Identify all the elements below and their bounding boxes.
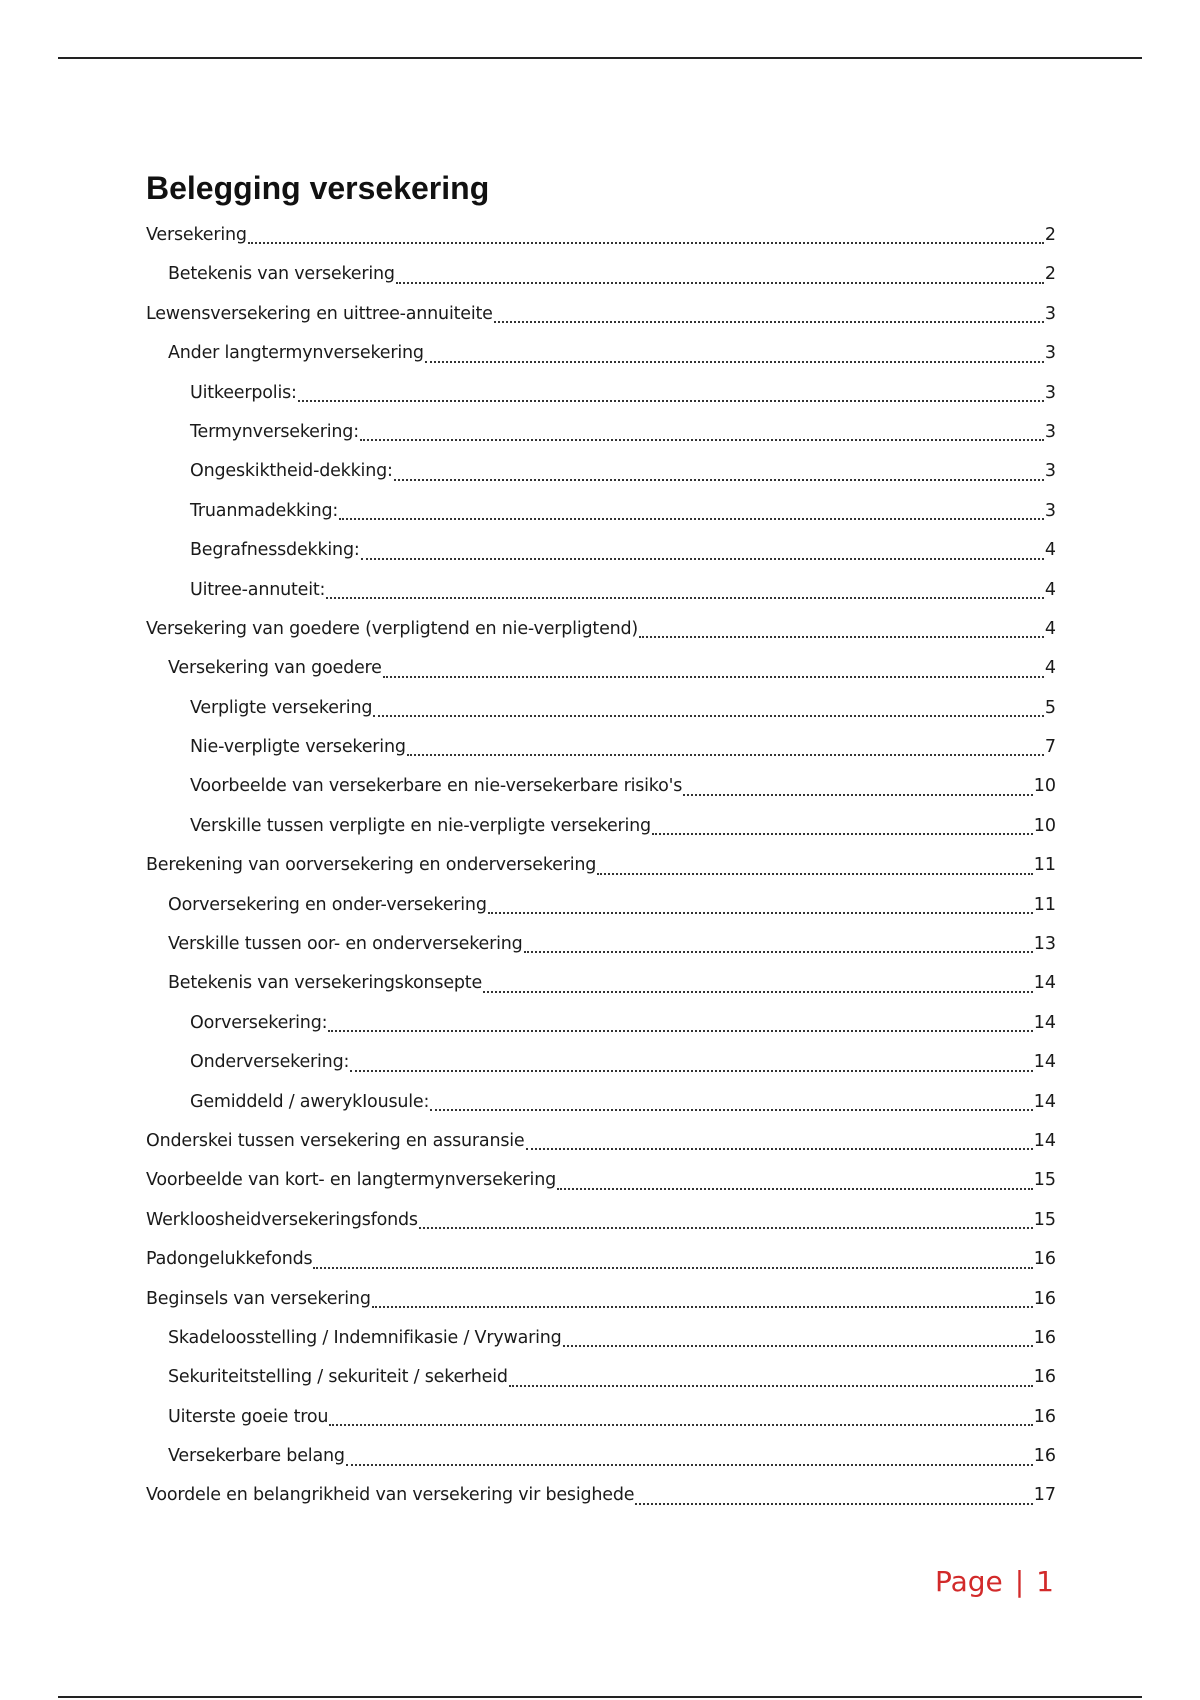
toc-entry-page-number: 11 (1033, 855, 1056, 876)
toc-dot-leader (372, 1306, 1033, 1308)
toc-entry[interactable] (146, 846, 1056, 885)
toc-entry-label: Sekuriteitstelling / sekuriteit / sekerheid (168, 1367, 508, 1388)
toc-entry[interactable] (146, 1398, 1056, 1437)
toc-dot-leader (509, 1385, 1033, 1387)
toc-dot-leader (383, 676, 1044, 678)
toc-entry-label: Gemiddeld / awerykIousule: (190, 1091, 430, 1112)
toc-entry[interactable] (146, 492, 1056, 531)
toc-entry[interactable] (146, 216, 1056, 255)
toc-entry[interactable] (146, 1122, 1056, 1161)
toc-entry-page-number: 4 (1044, 658, 1056, 679)
toc-dot-leader (639, 636, 1044, 638)
toc-entry[interactable] (146, 1319, 1056, 1358)
toc-entry-label: Voorbeelde van versekerbare en nie-versekerbare risiko's (190, 776, 683, 797)
toc-dot-leader (346, 1464, 1033, 1466)
toc-entry-page-number: 15 (1033, 1209, 1056, 1230)
toc-entry-label: Betekenis van versekering (168, 264, 395, 285)
toc-entry[interactable] (146, 1437, 1056, 1476)
toc-entry-label: Versekering van goedere (verpligtend en nie-verpligtend) (146, 618, 639, 639)
toc-entry[interactable] (146, 1280, 1056, 1319)
toc-entry[interactable] (146, 649, 1056, 688)
toc-dot-leader (430, 1109, 1033, 1111)
toc-dot-leader (248, 242, 1044, 244)
toc-entry[interactable] (146, 1201, 1056, 1240)
toc-dot-leader (328, 1030, 1032, 1032)
toc-entry-label: Truanmadekking: (190, 500, 339, 521)
toc-dot-leader (394, 479, 1044, 481)
toc-entry-label: Skadeloosstelling / Indemnifikasie / Vrywaring (168, 1327, 562, 1348)
toc-entry-page-number: 14 (1033, 973, 1056, 994)
toc-entry-label: Werkloosheidversekeringsfonds (146, 1209, 418, 1230)
toc-entry[interactable] (146, 413, 1056, 452)
toc-entry-page-number: 3 (1044, 421, 1056, 442)
toc-entry-page-number: 5 (1044, 697, 1056, 718)
toc-entry-label: Versekering van goedere (168, 658, 382, 679)
toc-entry-page-number: 16 (1033, 1406, 1056, 1427)
toc-dot-leader (597, 873, 1033, 875)
toc-entry-label: Verskille tussen oor- en onderversekering (168, 934, 523, 955)
toc-entry[interactable] (146, 255, 1056, 294)
toc-entry-label: Versekerbare belang (168, 1446, 345, 1467)
toc-entry[interactable] (146, 728, 1056, 767)
toc-entry-page-number: 7 (1044, 737, 1056, 758)
toc-entry-page-number: 2 (1044, 264, 1056, 285)
toc-entry-page-number: 13 (1033, 934, 1056, 955)
toc-entry-page-number: 3 (1044, 461, 1056, 482)
toc-entry-page-number: 10 (1033, 815, 1056, 836)
toc-dot-leader (298, 400, 1044, 402)
toc-entry[interactable] (146, 925, 1056, 964)
toc-entry-label: Ongeskiktheid-dekking: (190, 461, 393, 482)
table-of-contents (146, 216, 1056, 1516)
toc-entry-page-number: 3 (1044, 303, 1056, 324)
toc-dot-leader (360, 439, 1044, 441)
page-footer (935, 1562, 1054, 1602)
toc-entry-label: Verpligte versekering (190, 697, 373, 718)
toc-entry-label: Uitkeerpolis: (190, 382, 297, 403)
toc-entry-label: Voorbeelde van kort- en langtermynversekering (146, 1170, 557, 1191)
toc-entry[interactable] (146, 964, 1056, 1003)
toc-entry-label: Ander langtermynversekering (168, 343, 424, 364)
toc-entry[interactable] (146, 610, 1056, 649)
toc-entry-page-number: 4 (1044, 618, 1056, 639)
toc-dot-leader (652, 833, 1033, 835)
toc-entry[interactable] (146, 1240, 1056, 1279)
toc-dot-leader (350, 1070, 1033, 1072)
toc-entry[interactable] (146, 1083, 1056, 1122)
toc-dot-leader (683, 794, 1033, 796)
footer-rule (58, 1696, 1142, 1698)
toc-entry-page-number: 10 (1033, 776, 1056, 797)
toc-entry-label: Padongelukkefonds (146, 1249, 313, 1270)
toc-entry[interactable] (146, 295, 1056, 334)
toc-entry-label: Versekering (146, 224, 247, 245)
toc-entry-page-number: 14 (1033, 1130, 1056, 1151)
toc-entry-label: Verskille tussen verpligte en nie-verpligte versekering (190, 815, 651, 836)
header-rule (58, 57, 1142, 59)
toc-entry-page-number: 16 (1033, 1367, 1056, 1388)
toc-dot-leader (361, 558, 1044, 560)
toc-entry-page-number: 16 (1033, 1288, 1056, 1309)
toc-dot-leader (483, 991, 1033, 993)
toc-entry-label: Voordele en belangrikheid van versekering vir besighede (146, 1485, 635, 1506)
toc-entry-page-number: 16 (1033, 1327, 1056, 1348)
toc-entry[interactable] (146, 1043, 1056, 1082)
toc-entry[interactable] (146, 571, 1056, 610)
toc-entry-page-number: 3 (1044, 500, 1056, 521)
toc-dot-leader (326, 597, 1044, 599)
toc-dot-leader (488, 912, 1033, 914)
toc-entry-label: Betekenis van versekeringskonsepte (168, 973, 483, 994)
toc-entry-page-number: 4 (1044, 540, 1056, 561)
toc-entry-page-number: 15 (1033, 1170, 1056, 1191)
toc-entry[interactable] (146, 334, 1056, 373)
toc-entry-page-number: 2 (1044, 224, 1056, 245)
toc-dot-leader (373, 715, 1044, 717)
toc-entry-label: Oorversekering: (190, 1012, 328, 1033)
toc-entry[interactable] (146, 767, 1056, 806)
toc-dot-leader (396, 282, 1044, 284)
toc-entry[interactable] (146, 531, 1056, 570)
document-title: Belegging versekering (146, 170, 490, 206)
toc-entry-label: Lewensversekering en uittree-annuiteite (146, 303, 493, 324)
toc-entry-page-number: 16 (1033, 1249, 1056, 1270)
toc-dot-leader (526, 1148, 1033, 1150)
toc-entry[interactable] (146, 452, 1056, 491)
toc-entry-label: Termynversekering: (190, 421, 359, 442)
toc-entry-page-number: 14 (1033, 1091, 1056, 1112)
toc-entry-label: Uiterste goeie trou (168, 1406, 329, 1427)
toc-entry-label: Uitree-annuteit: (190, 579, 326, 600)
toc-entry-label: Onderskei tussen versekering en assuransie (146, 1130, 525, 1151)
toc-entry-page-number: 16 (1033, 1446, 1056, 1467)
toc-entry-page-number: 17 (1033, 1485, 1056, 1506)
toc-entry-page-number: 3 (1044, 343, 1056, 364)
toc-dot-leader (557, 1188, 1033, 1190)
toc-entry-page-number: 4 (1044, 579, 1056, 600)
toc-entry-page-number: 11 (1033, 894, 1056, 915)
page-separator: | (1014, 1565, 1025, 1598)
toc-entry[interactable] (146, 1358, 1056, 1397)
toc-entry[interactable] (146, 374, 1056, 413)
toc-dot-leader (313, 1267, 1032, 1269)
page-number: 1 (1036, 1565, 1054, 1598)
toc-dot-leader (563, 1345, 1033, 1347)
toc-dot-leader (425, 361, 1044, 363)
toc-entry[interactable] (146, 807, 1056, 846)
toc-entry[interactable] (146, 689, 1056, 728)
toc-entry[interactable] (146, 1477, 1056, 1516)
toc-dot-leader (635, 1503, 1032, 1505)
toc-entry-label: Oorversekering en onder-versekering (168, 894, 487, 915)
toc-entry-label: Onderversekering: (190, 1052, 350, 1073)
toc-entry-page-number: 3 (1044, 382, 1056, 403)
toc-dot-leader (407, 754, 1044, 756)
toc-entry-page-number: 14 (1033, 1052, 1056, 1073)
toc-dot-leader (524, 951, 1033, 953)
toc-entry[interactable] (146, 886, 1056, 925)
toc-entry[interactable] (146, 1161, 1056, 1200)
toc-dot-leader (329, 1424, 1032, 1426)
toc-entry-label: Beginsels van versekering (146, 1288, 371, 1309)
toc-dot-leader (494, 321, 1044, 323)
toc-entry-page-number: 14 (1033, 1012, 1056, 1033)
toc-entry-label: Begrafnessdekking: (190, 540, 360, 561)
toc-entry[interactable] (146, 1004, 1056, 1043)
toc-dot-leader (339, 518, 1044, 520)
toc-dot-leader (419, 1227, 1033, 1229)
toc-entry-label: Berekening van oorversekering en onderversekering (146, 855, 597, 876)
page-label: Page (934, 1565, 1003, 1598)
toc-entry-label: Nie-verpligte versekering (190, 737, 406, 758)
